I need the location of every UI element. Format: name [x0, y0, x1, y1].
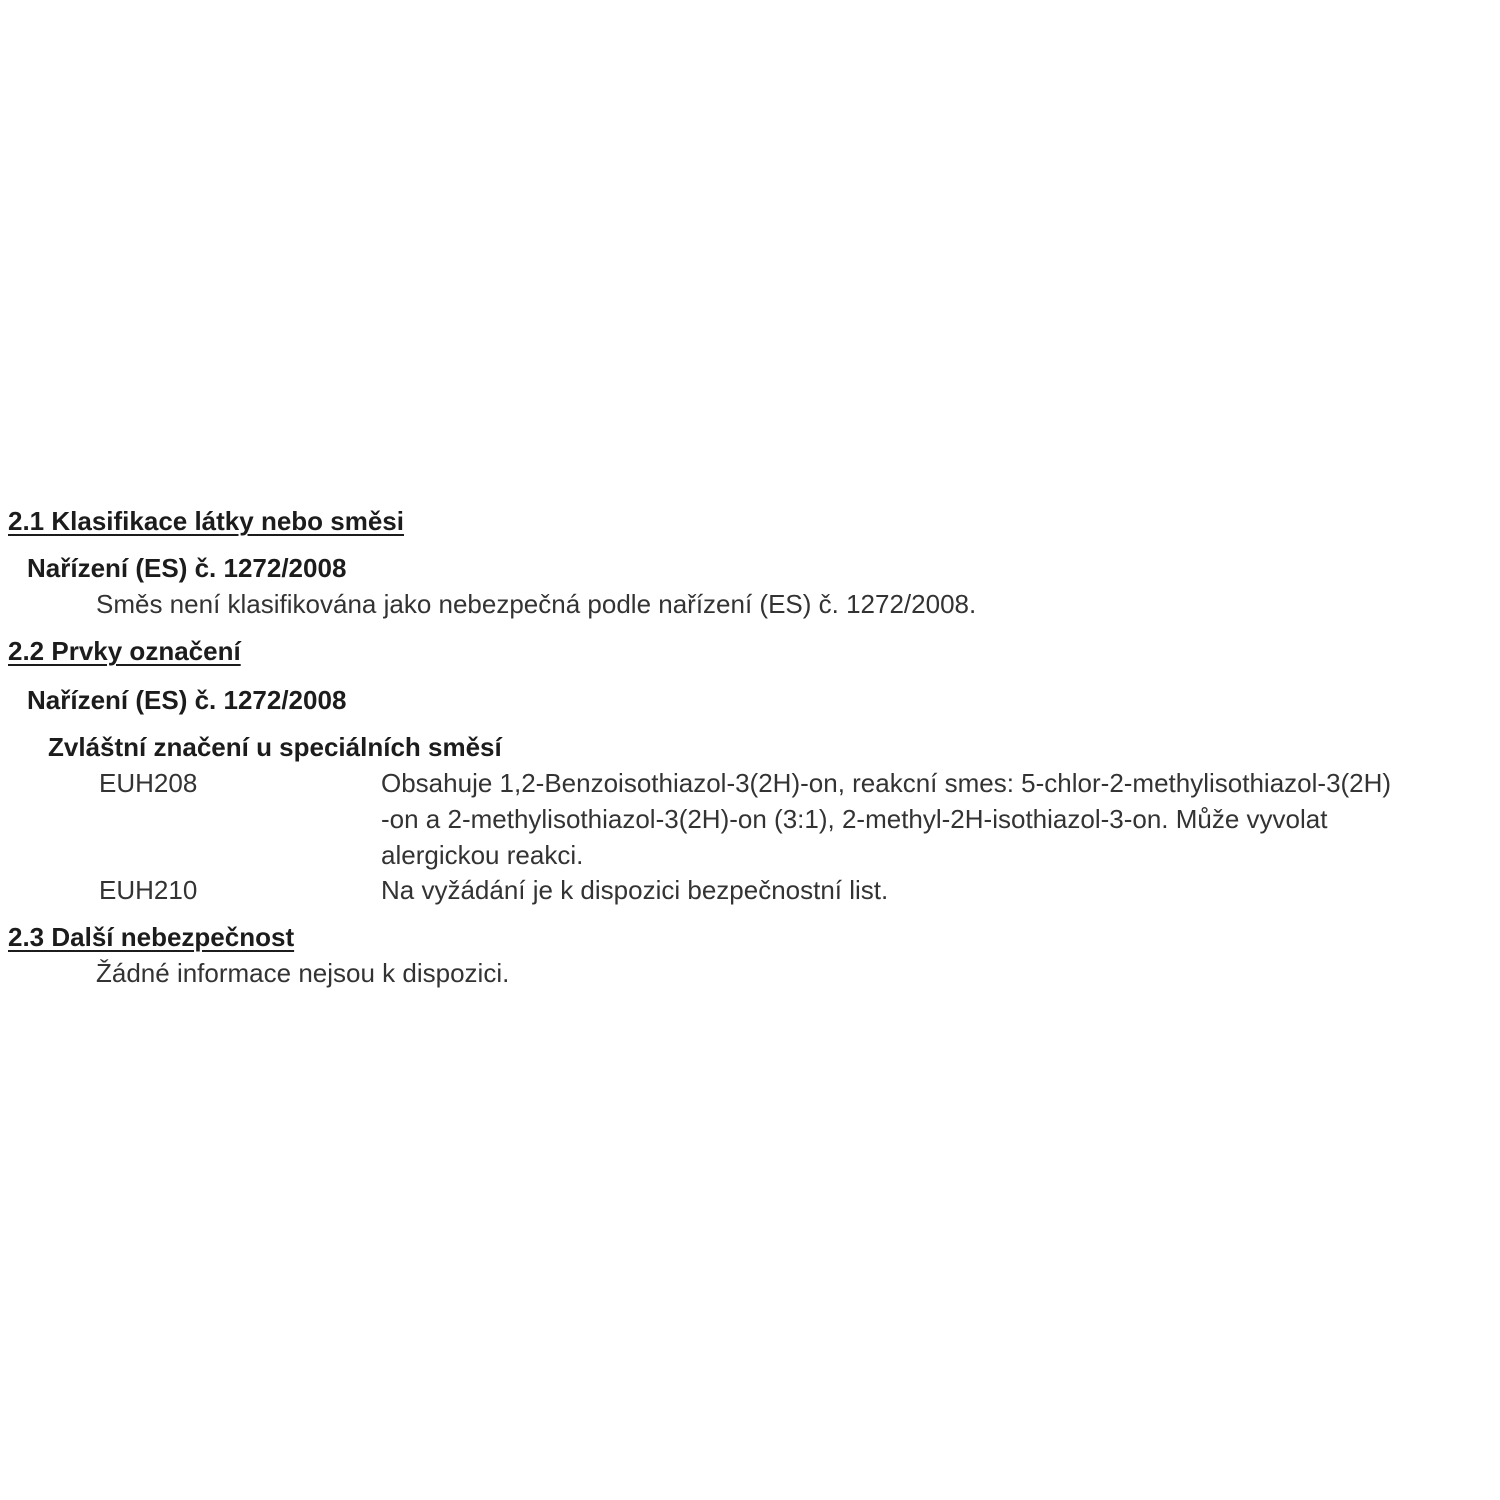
special-labelling-heading: Zvláštní značení u speciálních směsí — [48, 732, 502, 762]
section-2-2-heading: 2.2 Prvky označení — [8, 636, 241, 666]
hazard-statement-euh210: Na vyžádání je k dispozici bezpečnostní list. — [381, 875, 889, 905]
hazard-code-euh208: EUH208 — [99, 768, 198, 798]
section-2-1-text: Směs není klasifikována jako nebezpečná podle nařízení (ES) č. 1272/2008. — [96, 589, 977, 619]
hazard-statement-euh208-line-2: -on a 2-methylisothiazol-3(2H)-on (3:1), 2-methyl-2H-isothiazol-3-on. Může vyvolat — [381, 804, 1328, 834]
hazard-statement-euh208-line-3: alergickou reakci. — [381, 840, 584, 870]
section-2-1-heading: 2.1 Klasifikace látky nebo směsi — [8, 506, 404, 536]
section-2-3-text: Žádné informace nejsou k dispozici. — [96, 958, 510, 988]
hazard-statement-euh208-line-1: Obsahuje 1,2-Benzoisothiazol-3(2H)-on, reakcní smes: 5-chlor-2-methylisothiazol-3(2H) — [381, 768, 1392, 798]
section-2-1-regulation: Nařízení (ES) č. 1272/2008 — [27, 553, 347, 583]
section-2-3-heading: 2.3 Další nebezpečnost — [8, 922, 295, 952]
hazard-code-euh210: EUH210 — [99, 875, 198, 905]
section-2-2-regulation: Nařízení (ES) č. 1272/2008 — [27, 685, 347, 715]
